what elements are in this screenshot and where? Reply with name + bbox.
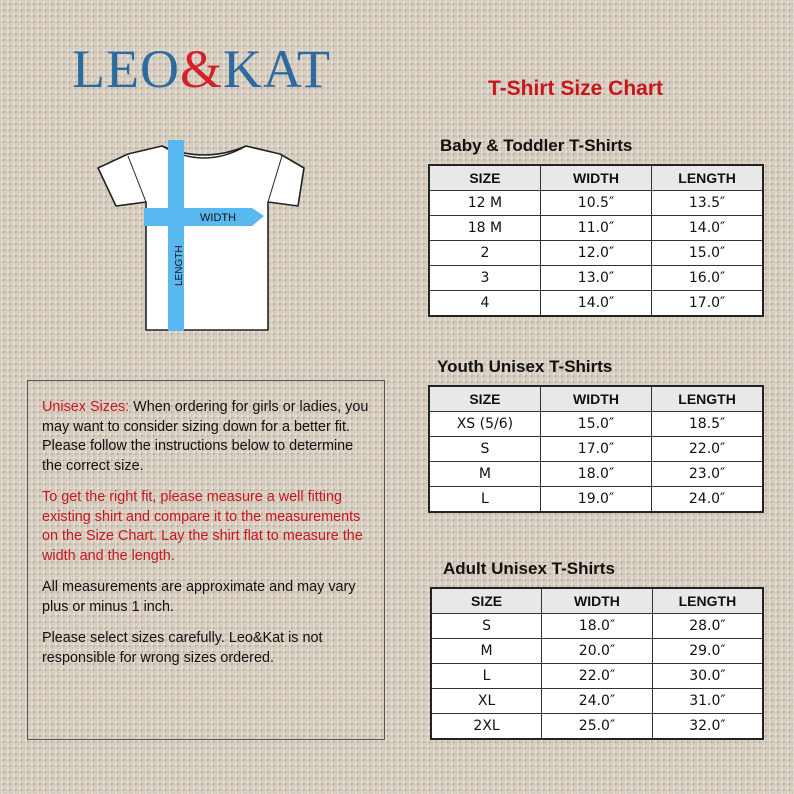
width-label: WIDTH — [200, 212, 237, 224]
length-cell: 31.0″ — [652, 689, 763, 714]
table-row — [429, 487, 763, 513]
table-row — [429, 291, 763, 317]
size-cell: S — [431, 614, 542, 639]
size-cell: 18 M — [429, 216, 540, 241]
brand-logo-ampersand: & — [179, 39, 223, 99]
unisex-note-text: When ordering for girls or ladies, you may want to consider sizing down for a better fit. Please follow the instructions below to determine the correct size. — [42, 399, 369, 474]
size-cell: 2 — [429, 241, 540, 266]
size-cell: XS (5/6) — [429, 412, 540, 437]
length-cell: 13.5″ — [652, 191, 763, 216]
length-cell: 28.0″ — [652, 614, 763, 639]
youth-table-title: Youth Unisex T-Shirts — [437, 357, 613, 376]
youth-size-table — [428, 385, 764, 513]
width-cell: 24.0″ — [542, 689, 653, 714]
table-row — [431, 689, 763, 714]
width-cell: 20.0″ — [542, 639, 653, 664]
table-row — [429, 462, 763, 487]
unisex-note — [42, 398, 370, 476]
column-header: SIZE — [429, 165, 540, 191]
table-row — [431, 639, 763, 664]
brand-logo-part1: LEO — [72, 39, 180, 99]
length-cell: 14.0″ — [652, 216, 763, 241]
table-row — [429, 412, 763, 437]
length-cell: 16.0″ — [652, 266, 763, 291]
width-cell: 19.0″ — [540, 487, 651, 513]
measure-instructions: To get the right fit, please measure a well fitting existing shirt and compare it to the measurements on the Size Chart. Lay the shirt flat to measure the width and the length. — [42, 489, 363, 564]
size-cell: M — [431, 639, 542, 664]
column-header: WIDTH — [540, 386, 651, 412]
length-cell: 22.0″ — [652, 437, 763, 462]
page-title: T-Shirt Size Chart — [488, 77, 664, 100]
width-cell: 11.0″ — [540, 216, 651, 241]
size-cell: M — [429, 462, 540, 487]
width-cell: 22.0″ — [542, 664, 653, 689]
length-label: LENGTH — [174, 245, 185, 286]
column-header: SIZE — [431, 588, 542, 614]
column-header: LENGTH — [652, 386, 763, 412]
length-cell: 17.0″ — [652, 291, 763, 317]
length-cell: 30.0″ — [652, 664, 763, 689]
table-row — [429, 266, 763, 291]
table-row — [429, 191, 763, 216]
brand-logo-part2: KAT — [222, 39, 331, 99]
approx-note: All measurements are approximate and may vary plus or minus 1 inch. — [42, 579, 356, 615]
column-header: LENGTH — [652, 588, 763, 614]
table-row — [431, 664, 763, 689]
width-cell: 14.0″ — [540, 291, 651, 317]
table-row — [429, 437, 763, 462]
unisex-note-highlight: Unisex Sizes: — [42, 399, 130, 415]
adult-size-table — [430, 587, 764, 740]
adult-table-title: Adult Unisex T-Shirts — [443, 559, 615, 578]
table-header-row — [429, 386, 763, 412]
brand-logo — [72, 39, 331, 99]
tshirt-measurement-diagram — [96, 140, 312, 332]
size-cell: S — [429, 437, 540, 462]
length-cell: 29.0″ — [652, 639, 763, 664]
length-cell: 32.0″ — [652, 714, 763, 740]
length-cell: 15.0″ — [652, 241, 763, 266]
column-header: WIDTH — [540, 165, 651, 191]
column-header: SIZE — [429, 386, 540, 412]
baby-table-title: Baby & Toddler T-Shirts — [440, 136, 633, 155]
length-cell: 23.0″ — [652, 462, 763, 487]
length-arrow — [168, 140, 184, 331]
table-header-row — [431, 588, 763, 614]
width-cell: 18.0″ — [540, 462, 651, 487]
table-row — [431, 714, 763, 740]
sizing-info-box — [27, 380, 385, 740]
length-cell: 18.5″ — [652, 412, 763, 437]
size-cell: L — [429, 487, 540, 513]
size-cell: 3 — [429, 266, 540, 291]
size-cell: 4 — [429, 291, 540, 317]
width-cell: 12.0″ — [540, 241, 651, 266]
length-cell: 24.0″ — [652, 487, 763, 513]
table-row — [429, 216, 763, 241]
column-header: LENGTH — [652, 165, 763, 191]
width-cell: 15.0″ — [540, 412, 651, 437]
size-cell: 2XL — [431, 714, 542, 740]
width-cell: 10.5″ — [540, 191, 651, 216]
size-cell: XL — [431, 689, 542, 714]
column-header: WIDTH — [542, 588, 653, 614]
width-cell: 13.0″ — [540, 266, 651, 291]
width-cell: 18.0″ — [542, 614, 653, 639]
disclaimer: Please select sizes carefully. Leo&Kat is not responsible for wrong sizes ordered. — [42, 630, 323, 666]
table-row — [431, 614, 763, 639]
width-cell: 17.0″ — [540, 437, 651, 462]
table-header-row — [429, 165, 763, 191]
size-cell: L — [431, 664, 542, 689]
tshirt-outline-icon — [98, 146, 304, 330]
table-row — [429, 241, 763, 266]
width-cell: 25.0″ — [542, 714, 653, 740]
baby-size-table — [428, 164, 764, 317]
size-cell: 12 M — [429, 191, 540, 216]
